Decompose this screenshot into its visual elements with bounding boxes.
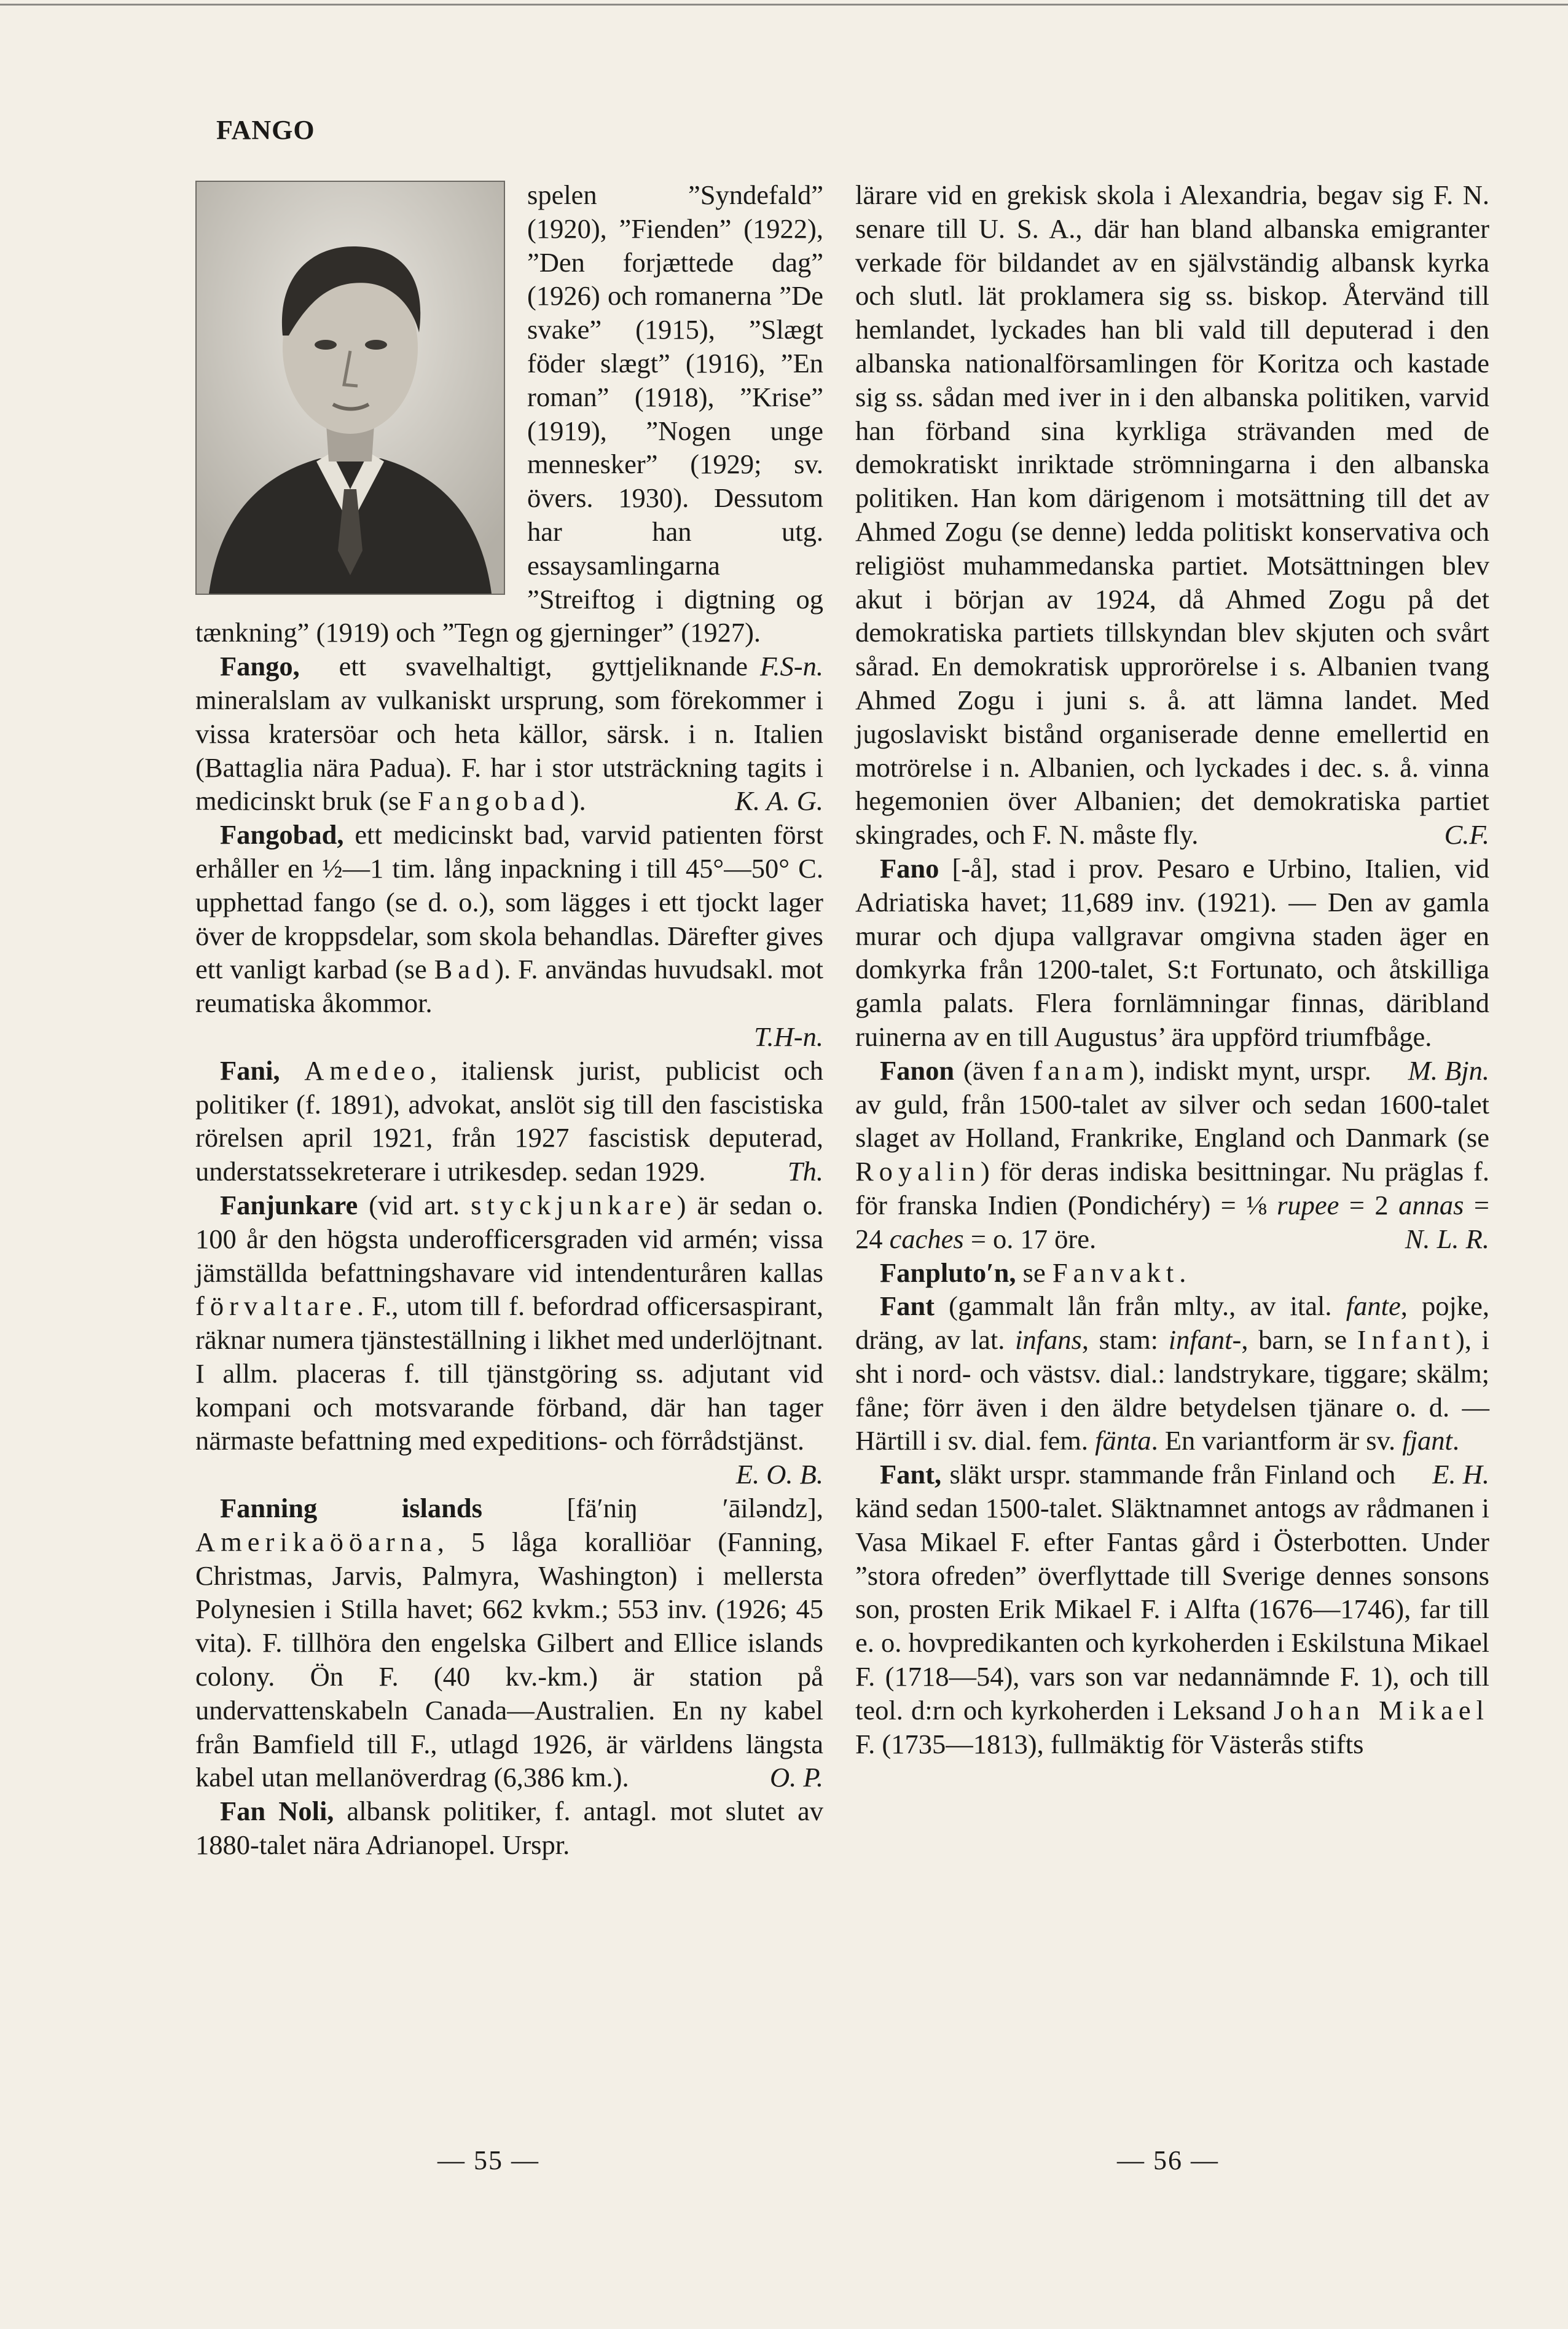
entry-fanon: Fanon (även fanam), indiskt mynt, urspr. av guld, från 1500-talet av silver och sedan 1600-talet slaget av Holland, Frankrike, England och Danmark (se Royalin) för deras indiska besittningar. Nu präglas f. för franska Indien (Pondichéry) = ⅛ rupee = 2 annas = 24 caches = o. 17 öre. N. L. R.: [855, 1054, 1489, 1256]
portrait-illustration: [197, 182, 504, 594]
signature: Th.: [787, 1156, 823, 1187]
entry-fant: Fant (gammalt lån från mlty., av ital. fante, pojke, dräng, av lat. infans, stam: infant-, barn, se Infant), i sht i nord- och västsv. dial.: landstrykare, tiggare; skälm; fåne; förr även i den äldre betydelsen tjänare o. d. — Härtill i sv. dial. fem. fänta. En variantform är sv. fjant. E. H.: [855, 1289, 1489, 1458]
headword: Fango,: [220, 651, 300, 682]
headword: Fanon: [880, 1055, 955, 1086]
page-number-left: — 55 —: [437, 2145, 539, 2175]
headword: Fano: [880, 852, 939, 884]
entry-fango: Fango, ett svavelhaltigt, gyttjeliknande mineralslam av vulkaniskt ursprung, som förekommer i vissa kratersöar och heta källor, särsk. i n. Italien (Battaglia nära Padua). F. har i stor utsträckning tagits i medicinskt bruk (se Fangobad). K. A. G.: [195, 650, 823, 818]
entry-fant-family: Fant, släkt urspr. stammande från Finland och känd sedan 1500-talet. Släktnamnet antogs av rådmanen i Vasa Mikael F. efter Fantas gård i Österbotten. Under ”stora ofreden” överflyttade till Sverige dennes sonsons son, prosten Erik Mikael F. i Alfta (1676—1746), far till e. o. hovpredikanten och kyrkoherden i Eskilstuna Mikael F. (1718—54), vars son var nedannämnde F. 1), och till teol. d:rn och kyrkoherden i Leksand Johan Mikael F. (1735—1813), fullmäktig för Västerås stifts: [855, 1459, 1489, 1759]
entry-fan-noli-continuation: lärare vid en grekisk skola i Alexandria, begav sig F. N. senare till U. S. A., där han bland albanska emigranter verkade för bildandet av en självständig albansk kyrka och slutl. lät proklamera sig ss. biskop. Återvänd till hemlandet, lyckades han bli vald till deputerad i den albanska nationalförsamlingen för Koritza och kastade sig ss. sådan med iver in i den albanska politiken, varvid han förband sina kyrkliga strävanden med de demokratiskt inriktade strömningarna i den albanska politiken. Han kom därigenom i motsättning till det av Ahmed Zogu (se denne) ledda politiskt konservativa och religiöst muhammedanska partiet. Motsättningen blev akut i början av 1924, då Ahmed Zogu på det demokratiska partiets tillskyndan blev skjuten och svårt sårad. En demokratisk upprorörelse i s. Albanien tvang Ahmed Zogu i juni s. å. att lämna landet. Med jugoslaviskt bistånd organiserade denne emellertid en motrörelse i n. Albanien, och lyckades i dec. s. å. vinna hegemonien över Albanien; det demokratiska partiet skingrades, och F. N. måste fly. C.F.: [855, 178, 1489, 852]
entry-fanning-islands: Fanning islands [fä′niŋ ′āiləndz], Amerikaööarna, 5 låga koralliöar (Fanning, Christmas, Jarvis, Palmyra, Washington) i mellersta Polynesien i Stilla havet; 662 kvkm.; 553 inv. (1926; 45 vita). F. tillhöra den engelska Gilbert and Ellice islands colony. Ön F. (40 kv.-km.) är station på undervattenskabeln Canada—Australien. En ny kabel från Bamfield till F., utlagd 1926, är världens längsta kabel utan mellanöverdrag (6,386 km.). O. P.: [195, 1491, 823, 1794]
headword: Fani,: [220, 1055, 280, 1086]
signature: N. L. R.: [1405, 1223, 1489, 1254]
signature: E. O. B.: [735, 1459, 823, 1490]
headword: Fant,: [880, 1459, 942, 1490]
signature: F.S-n.: [759, 651, 823, 682]
entry-fangobad: Fangobad, ett medicinskt bad, varvid patienten först erhåller en ½—1 tim. lång inpackning i till 45°—50° C. upphettad fango (se d. o.), som lägges i ett tjockt lager över de kroppsdelar, som skola behandlas. Därefter gives ett vanligt karbad (se Bad). F. användas huvudsakl. mot reumatiska åkommor.: [195, 819, 823, 1019]
headword: Fanning islands: [220, 1493, 482, 1524]
signature: K. A. G.: [735, 785, 823, 817]
signature: T.H-n.: [754, 1021, 823, 1052]
headword: Fangobad,: [220, 819, 344, 850]
left-column: [195, 178, 823, 1862]
running-head: FANGO: [216, 115, 315, 145]
headword: Fanjunkare: [220, 1189, 358, 1220]
top-rule: [0, 4, 1568, 6]
signature: C.F.: [1444, 819, 1489, 850]
headword: Fan Noli,: [220, 1796, 334, 1827]
signature: O. P.: [770, 1762, 823, 1793]
portrait-photo: [195, 181, 505, 595]
entry-fanjunkare: Fanjunkare (vid art. styckjunkare) är sedan o. 100 år den högsta underofficersgraden vid armén; vissa jämställda befattningshavare vid intendenturåren kallas förvaltare. F., utom till f. befordrad officersaspirant, räknar numera tjänsteställning i likhet med underlöjtnant. I allm. placeras f. till tjänstgöring ss. adjutant vid kompani och motsvarande förband, där han tager närmaste befattning med expeditions- och förrådstjänst.: [195, 1189, 823, 1456]
entry-fan-noli: Fan Noli, albansk politiker, f. antagl. mot slutet av 1880-talet nära Adrianopel. Urspr.: [195, 1796, 823, 1861]
signature: E. H.: [1432, 1459, 1489, 1490]
entry-intro-continuation: spelen ”Syndefald” (1920), ”Fienden” (1922), ”Den forjættede dag” (1926) och romanerna ”De svake” (1915), ”Slægt föder slægt” (1916), ”En roman” (1918), ”Krise” (1919), ”Nogen unge mennesker” (1929; sv. övers. 1930). Dessutom har han utg. essaysamlingarna ”Streiftog i digtning og tænkning” (1919) och ”Tegn og gjerninger” (1927). F.S-n.: [195, 178, 823, 650]
entry-fani: Fani, Amedeo, italiensk jurist, publicist och politiker (f. 1891), advokat, anslöt sig till den fascistiska rörelsen april 1921, från 1927 fascistisk deputerad, understatssekreterare i utrikesdep. sedan 1929. Th.: [195, 1054, 823, 1188]
entry-fano: Fano [-å], stad i prov. Pesaro e Urbino, Italien, vid Adriatiska havet; 11,689 inv. (1921). — Den av gamla murar och djupa vallgravar omgivna staden äger en domkyrka från 1200-talet, S:t Fortunato, och åtskilliga gamla palats. Flera fornlämningar finnas, däribland ruinerna av en till Augustus’ ära uppförd triumfbåge. M. Bjn.: [855, 852, 1489, 1054]
entry-fanpluton: Fanpluto′n, se Fanvakt.: [880, 1257, 1186, 1288]
headword: Fanpluto′n,: [880, 1257, 1016, 1288]
right-column: [855, 178, 1489, 1761]
signature: M. Bjn.: [1408, 1055, 1489, 1086]
page-number-right: — 56 —: [1117, 2145, 1219, 2175]
headword: Fant: [880, 1290, 935, 1322]
